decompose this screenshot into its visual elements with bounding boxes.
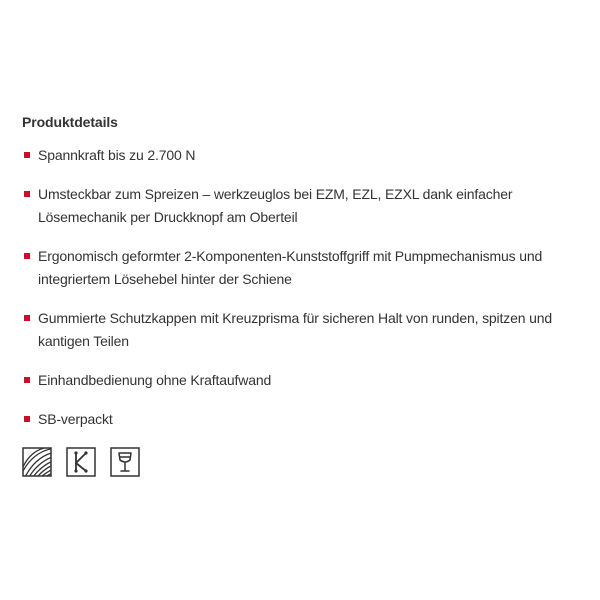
- bullet-icon: [24, 191, 30, 197]
- list-item-text: Ergonomisch geformter 2-Komponenten-Kunststoffgriff mit Pumpmechanismus und integriertem Lösehebel hinter der Schiene: [38, 248, 543, 287]
- bullet-icon: [24, 315, 30, 321]
- bullet-icon: [24, 416, 30, 422]
- bullet-icon: [24, 253, 30, 259]
- glass-icon: [110, 447, 140, 477]
- product-details-title: Produktdetails: [22, 114, 118, 130]
- product-details-section: [22, 113, 578, 477]
- bullet-icon: [24, 152, 30, 158]
- list-item: [22, 183, 578, 229]
- plastic-k-icon: [66, 447, 96, 477]
- wood-grain-icon: [22, 447, 52, 477]
- list-item: [22, 408, 578, 431]
- list-item-text: SB-verpackt: [38, 411, 113, 427]
- list-item: [22, 369, 578, 392]
- list-item: [22, 144, 578, 167]
- list-item: [22, 307, 578, 353]
- list-item-text: Gummierte Schutzkappen mit Kreuzprisma für sicheren Halt von runden, spitzen und kantigen Teilen: [38, 310, 553, 349]
- list-item: [22, 245, 578, 291]
- list-item-text: Einhandbedienung ohne Kraftaufwand: [38, 372, 272, 388]
- list-item-text: Umsteckbar zum Spreizen – werkzeuglos bei EZM, EZL, EZXL dank einfacher Lösemechanik per Druckknopf am Oberteil: [38, 186, 513, 225]
- list-item-text: Spannkraft bis zu 2.700 N: [38, 147, 196, 163]
- material-icons: [22, 447, 578, 477]
- bullet-icon: [24, 377, 30, 383]
- product-details-list: [22, 144, 578, 431]
